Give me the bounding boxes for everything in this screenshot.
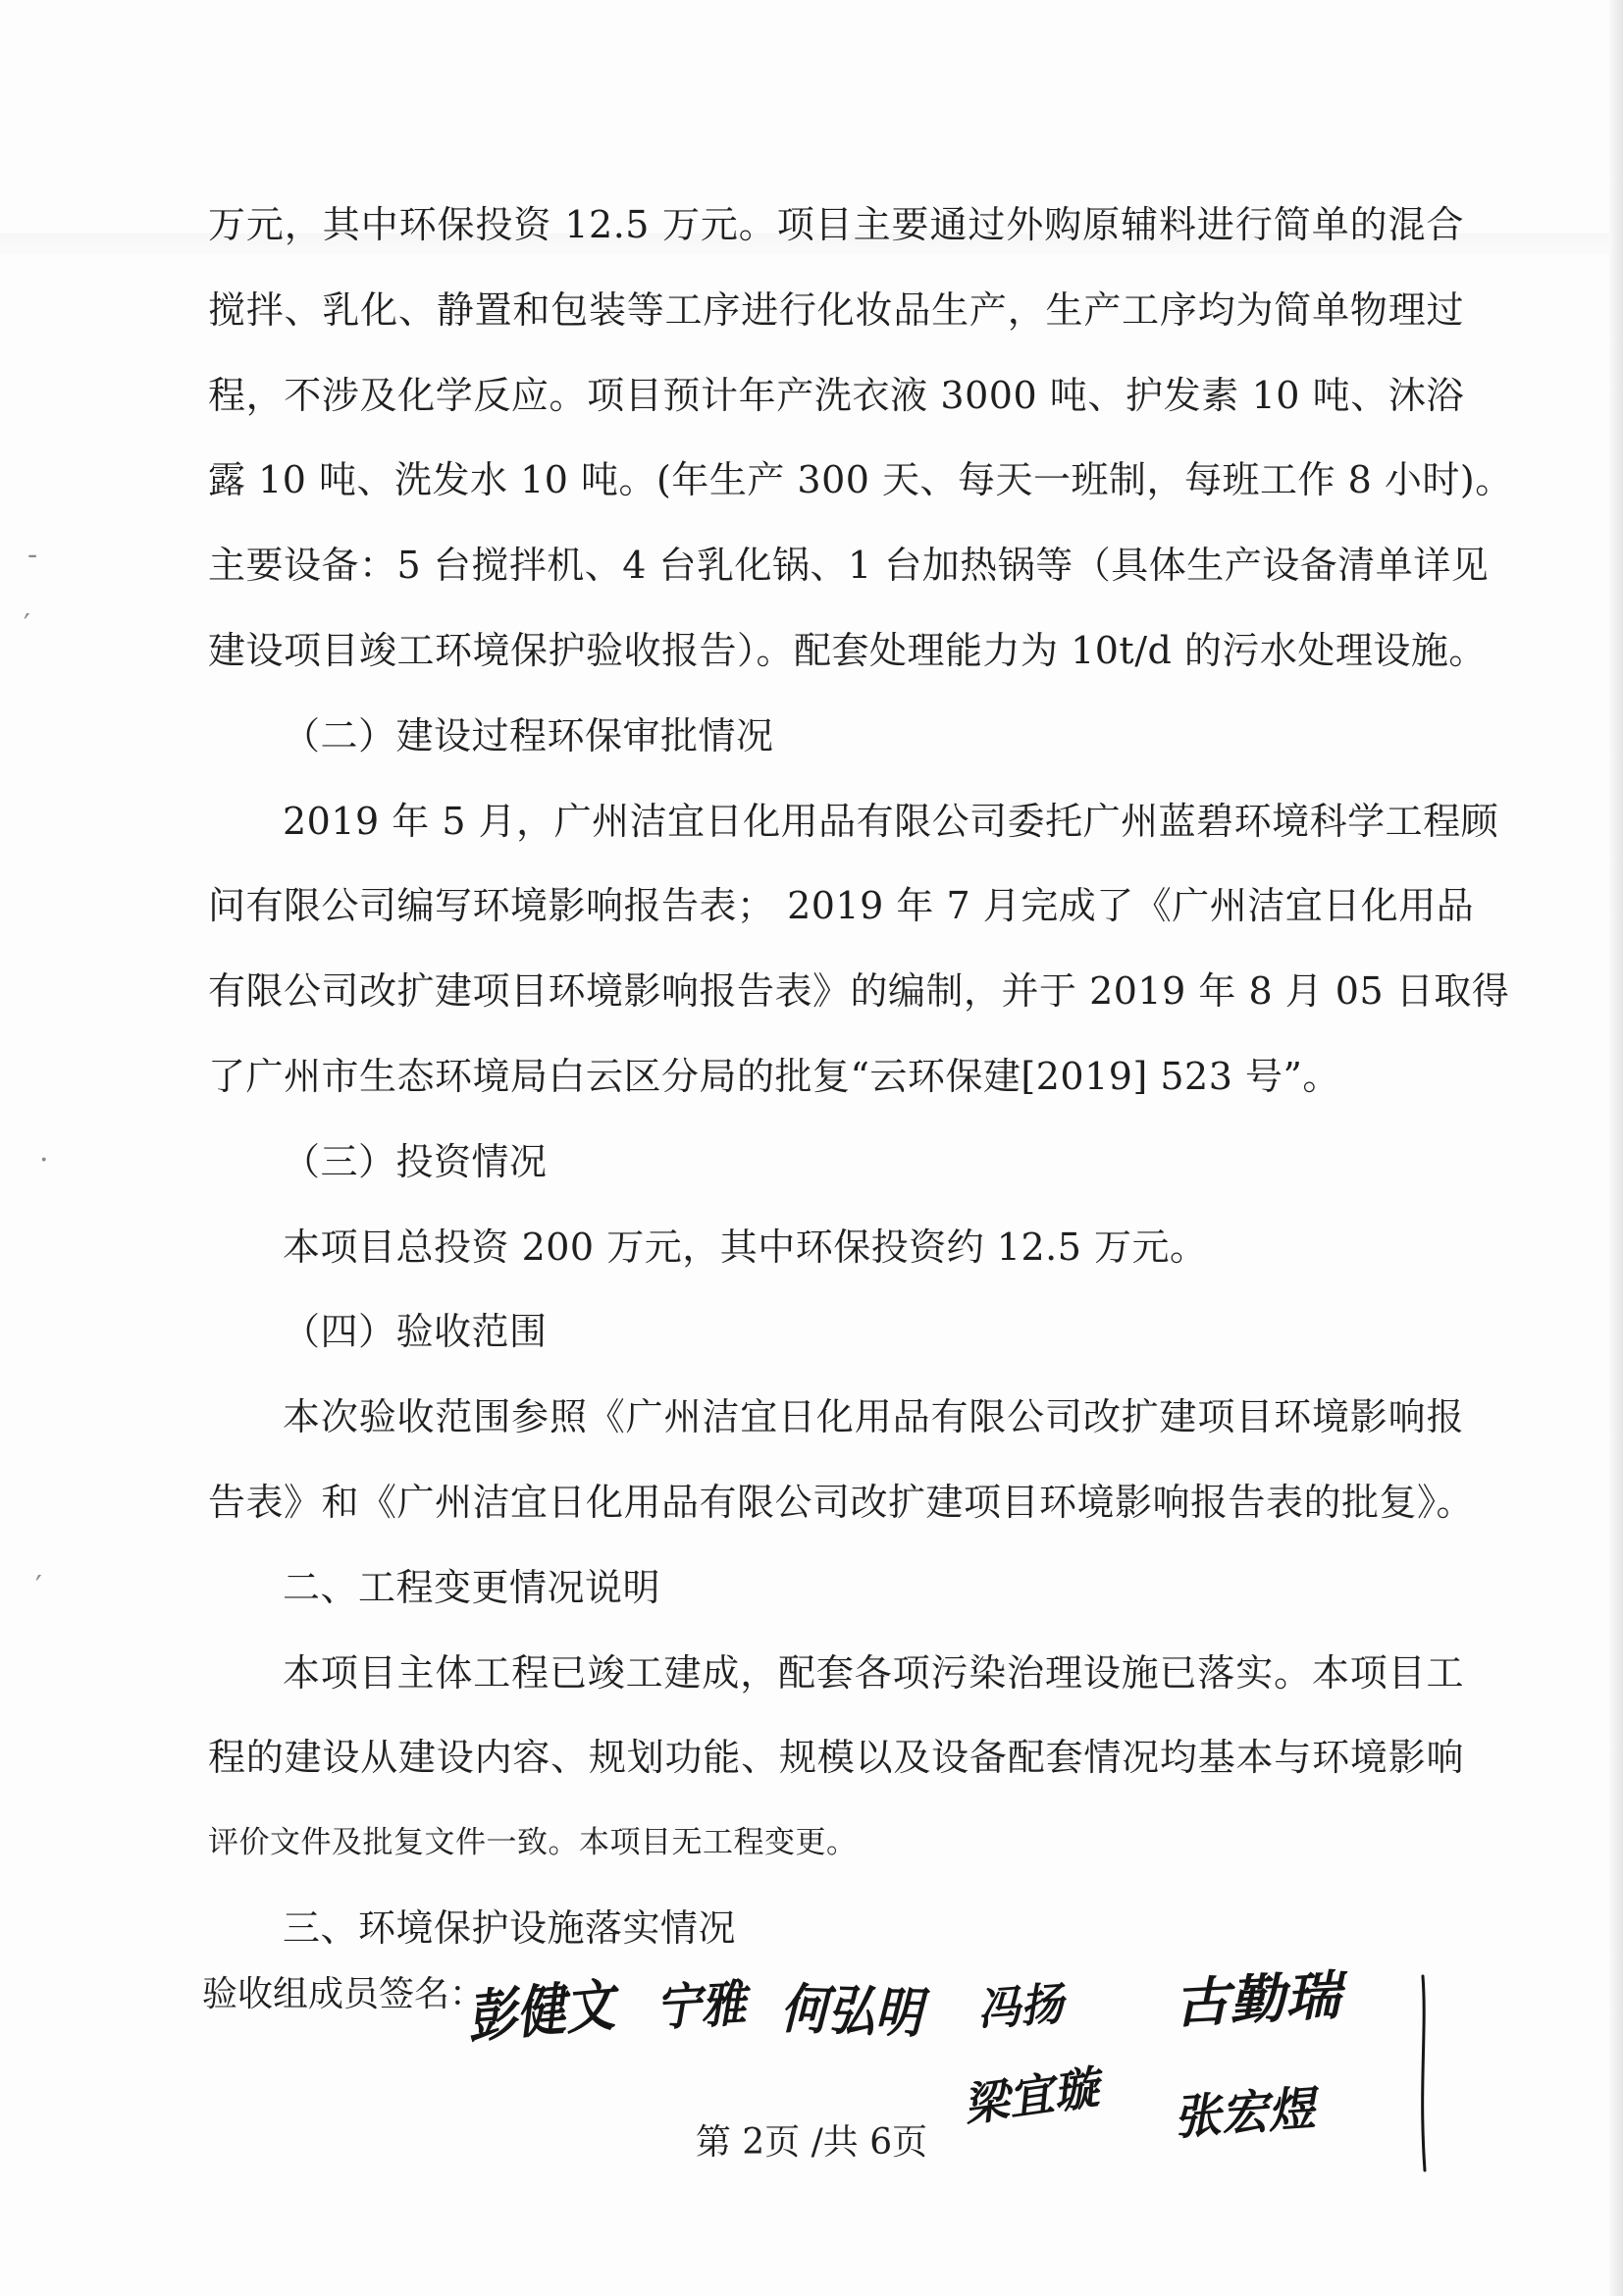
paragraph-line: 本项目主体工程已竣工建成，配套各项污染治理设施已落实。本项目工 [283, 1650, 1464, 1695]
paragraph-line: 有限公司改扩建项目环境影响报告表》的编制，并于 2019 年 8 月 05 日取得 [208, 969, 1510, 1014]
signature: 梁宜璇 [960, 2061, 1102, 2132]
section-heading: （三）投资情况 [283, 1139, 548, 1183]
paragraph-line: 程的建设从建设内容、规划功能、规模以及设备配套情况均基本与环境影响 [208, 1736, 1464, 1780]
paragraph-line: 建设项目竣工环境保护验收报告）。配套处理能力为 10t/d 的污水处理设施。 [208, 628, 1487, 672]
paragraph-line: 问有限公司编写环境影响报告表； 2019 年 7 月完成了《广州洁宜日化用品 [208, 884, 1475, 928]
paragraph-line: 主要设备：5 台搅拌机、4 台乳化锅、1 台加热锅等（具体生产设备清单详见 [208, 544, 1490, 588]
signature: 冯扬 [975, 1976, 1066, 2036]
section-heading: （四）验收范围 [283, 1310, 548, 1354]
paragraph-line: 露 10 吨、洗发水 10 吨。(年生产 300 天、每天一班制，每班工作 8 小时)。 [208, 458, 1513, 502]
paragraph-line: 评价文件及批复文件一致。本项目无工程变更。 [208, 1825, 858, 1861]
signature: 宁雅 [654, 1973, 748, 2037]
margin-mark: · [39, 1143, 49, 1177]
paragraph-line: 万元，其中环保投资 12.5 万元。项目主要通过外购原辅料进行简单的混合 [208, 203, 1464, 246]
margin-mark: - [27, 538, 38, 572]
signature: 张宏煜 [1172, 2081, 1317, 2146]
page-edge-shadow [1609, 0, 1623, 2296]
paragraph-line: 本次验收范围参照《广州洁宜日化用品有限公司改扩建项目环境影响报 [283, 1395, 1464, 1439]
page-footer [0, 2114, 1623, 2165]
signature: 何弘明 [779, 1977, 923, 2046]
document-body [208, 183, 1513, 1971]
signature-label: 验收组成员签名： [202, 1974, 486, 2014]
margin-mark: ′ [35, 1570, 42, 1604]
paragraph-line: 了广州市生态环境局白云区分局的批复“云环保建[2019] 523 号”。 [208, 1054, 1340, 1098]
section-heading: 二、工程变更情况说明 [283, 1565, 661, 1609]
signature: 古勤瑞 [1172, 1963, 1342, 2035]
paragraph-line: 程，不涉及化学反应。项目预计年产洗衣液 3000 吨、护发素 10 吨、沐浴 [208, 373, 1464, 417]
paragraph-line: 本项目总投资 200 万元，其中环保投资约 12.5 万元。 [283, 1225, 1208, 1269]
paragraph-line: 告表》和《广州洁宜日化用品有限公司改扩建项目环境影响报告表的批复》。 [208, 1480, 1475, 1524]
signature: 彭健文 [464, 1971, 617, 2051]
paragraph-line: 搅拌、乳化、静置和包装等工序进行化妆品生产，生产工序均为简单物理过 [208, 287, 1464, 332]
section-heading: （二）建设过程环保审批情况 [283, 713, 774, 757]
page-number: 第 2页 /共 6页 [695, 2122, 928, 2163]
margin-mark: ′ [24, 608, 30, 643]
paragraph-line: 2019 年 5 月，广州洁宜日化用品有限公司委托广州蓝碧环境科学工程顾 [283, 799, 1499, 843]
section-heading: 三、环境保护设施落实情况 [283, 1905, 737, 1950]
